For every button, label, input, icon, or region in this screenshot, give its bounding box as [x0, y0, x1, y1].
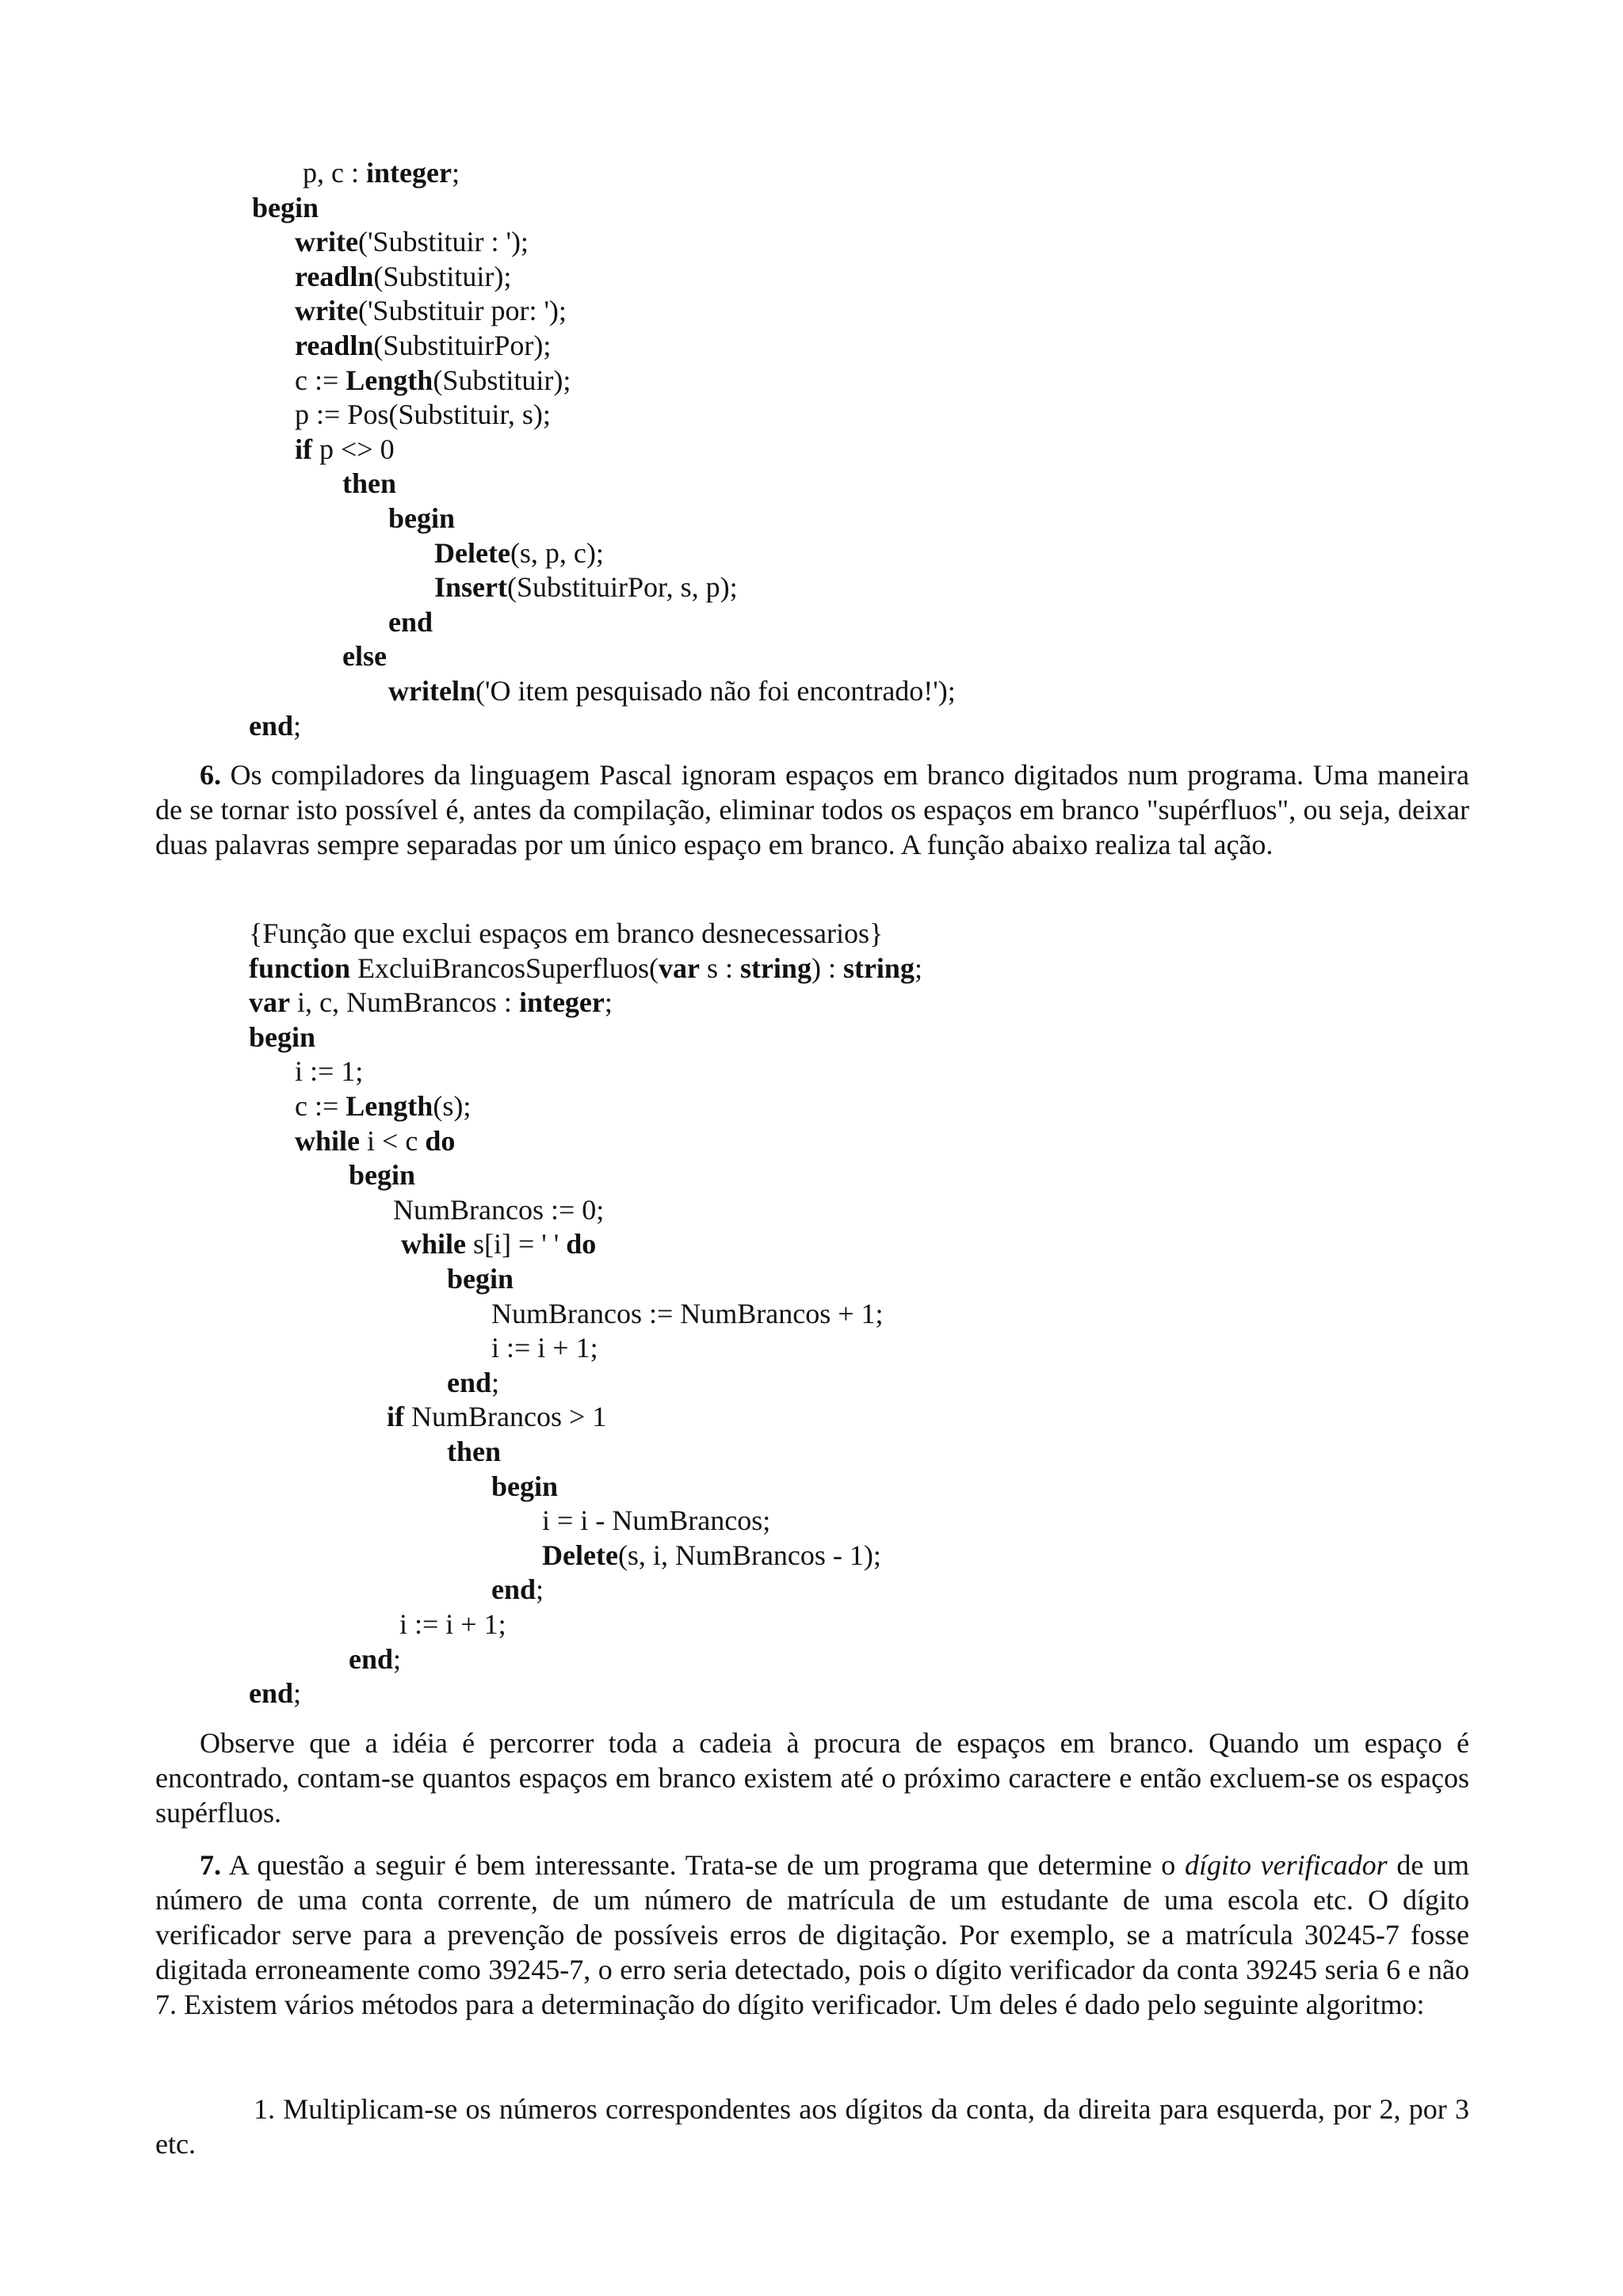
code-line: [434, 570, 738, 605]
code-keyword: string: [842, 952, 915, 984]
code-keyword: if: [295, 433, 312, 465]
item-number-7: 7.: [200, 1849, 221, 1881]
code-text: ;: [293, 1677, 302, 1710]
code-text: i := i + 1;: [491, 1332, 598, 1364]
code-line: [349, 1158, 415, 1192]
code-line: [295, 293, 567, 328]
code-keyword: integer: [518, 986, 605, 1019]
algorithm-step-1-text: 1. Multiplicam-se os números correspondentes aos dígitos da conta, da direita para esquerda, por 2, por 3 etc.: [155, 2093, 1469, 2160]
code-text: ;: [293, 709, 302, 742]
code-keyword: end: [249, 709, 294, 742]
code-line: [401, 1226, 596, 1261]
code-text: ;: [393, 1642, 402, 1675]
code-text: ;: [536, 1573, 544, 1606]
code-text: ;: [491, 1366, 500, 1398]
code-text: ('O item pesquisado não foi encontrado!');: [475, 675, 956, 707]
code-line: [249, 985, 613, 1020]
code-keyword: begin: [249, 1020, 316, 1053]
code-text: ;: [604, 986, 613, 1019]
paragraph-item-7: [155, 1848, 1469, 2022]
code-text: NumBrancos := NumBrancos + 1;: [491, 1297, 884, 1329]
code-keyword: begin: [349, 1159, 416, 1192]
code-line: [303, 155, 460, 190]
code-text: ('Substituir por: ');: [357, 295, 567, 327]
code-keyword: string: [739, 952, 812, 984]
code-keyword: readln: [295, 260, 374, 292]
paragraph-7-text-after: de um número de uma conta corrente, de um número de matrícula de um estudante de uma escola etc. O dígito verificador serve para a prevenção de possíveis erros de digitação. Por exemplo, se a matrícula 30245-7 fosse digitada erroneamente como 39245-7, o erro seria detectado, pois o dígito verificador da conta 39245 seria 6 e não 7. Existem vários métodos para a determinação do dígito verificador. Um deles é dado pelo seguinte algoritmo:: [155, 1849, 1469, 2020]
code-keyword: do: [425, 1124, 456, 1157]
code-text: ;: [451, 157, 460, 189]
code-text: c :=: [295, 1090, 346, 1122]
code-keyword: begin: [447, 1263, 514, 1295]
code-line: [295, 397, 551, 432]
code-keyword: then: [447, 1436, 502, 1467]
code-text: p := Pos(Substituir, s);: [295, 399, 551, 431]
code-line: [295, 328, 551, 363]
code-keyword: begin: [252, 191, 319, 223]
code-line: [249, 708, 301, 743]
code-keyword: Delete: [434, 536, 510, 569]
code-text: NumBrancos > 1: [404, 1401, 607, 1433]
code-keyword: while: [295, 1124, 361, 1157]
code-text: (SubstituirPor, s, p);: [507, 571, 738, 604]
code-text: (s);: [433, 1090, 472, 1122]
code-keyword: var: [658, 952, 700, 984]
code-line: [393, 1192, 604, 1227]
code-text: (SubstituirPor);: [373, 330, 552, 361]
code-keyword: begin: [491, 1470, 559, 1502]
code-keyword: end: [249, 1677, 294, 1710]
code-keyword: Insert: [434, 571, 507, 604]
code-line: [295, 1089, 471, 1123]
observe-text: Observe que a idéia é percorrer toda a cadeia à procura de espaços em branco. Quando um espaço é encontrado, contam-se quantos espaços em branco existem até o próximo caractere e então excluem-se os espaços supérfluos.: [155, 1727, 1469, 1829]
code-line: [491, 1330, 598, 1365]
code-line: [447, 1365, 499, 1400]
code-text: ('Substituir : ');: [357, 226, 529, 258]
code-line: [249, 951, 922, 986]
code-text: i < c: [360, 1124, 426, 1157]
code-text: ) :: [811, 952, 843, 984]
code-line: [249, 1676, 301, 1711]
code-line: [249, 916, 883, 951]
algorithm-step-1: [155, 2092, 1469, 2161]
code-line: [342, 466, 396, 501]
code-text: p, c :: [303, 157, 366, 189]
code-line: [388, 501, 455, 536]
code-keyword: var: [249, 986, 290, 1019]
paragraph-item-6: [155, 757, 1469, 862]
code-keyword: end: [447, 1366, 492, 1398]
code-line: [295, 432, 395, 467]
code-line: [434, 536, 604, 570]
code-keyword: end: [491, 1573, 537, 1606]
code-keyword: integer: [365, 157, 452, 189]
code-keyword: then: [342, 467, 397, 500]
code-line: [388, 605, 433, 639]
code-keyword: begin: [388, 502, 456, 534]
code-text: s[i] = ' ': [466, 1228, 567, 1261]
paragraph-observe: [155, 1726, 1469, 1830]
code-line: [447, 1261, 514, 1296]
code-keyword: if: [387, 1401, 404, 1433]
code-line: [542, 1538, 881, 1573]
code-text: (Substituir);: [433, 364, 571, 396]
code-line: [388, 673, 956, 708]
code-text: i := i + 1;: [399, 1608, 506, 1640]
paragraph-7-text-before: A questão a seguir é bem interessante. Trata-se de um programa que determine o: [221, 1849, 1185, 1881]
code-line: [295, 224, 529, 259]
code-text: i, c, NumBrancos :: [289, 986, 519, 1019]
code-text: (Substituir);: [373, 260, 512, 292]
code-line: [491, 1572, 544, 1607]
code-text: NumBrancos := 0;: [393, 1193, 605, 1226]
code-keyword: Length: [346, 1090, 433, 1122]
code-text: ;: [914, 952, 922, 984]
item-number-6: 6.: [200, 759, 221, 791]
code-line: [295, 1054, 363, 1089]
code-keyword: else: [342, 640, 387, 673]
code-line: [542, 1503, 770, 1538]
code-line: [491, 1469, 558, 1504]
code-text: (s, i, NumBrancos - 1);: [617, 1539, 881, 1571]
code-line: [252, 190, 319, 225]
code-text: {Função que exclui espaços em branco desnecessarios}: [249, 917, 884, 949]
paragraph-6-text: Os compiladores da linguagem Pascal ignoram espaços em branco digitados num programa. Uma maneira de se tornar isto possível é, antes da compilação, eliminar todos os espaços em branco "supérfluos", ou seja, deixar duas palavras sempre separadas por um único espaço em branco. A função abaixo realiza tal ação.: [155, 759, 1469, 860]
code-line: [349, 1642, 401, 1676]
code-text: i := 1;: [295, 1055, 364, 1088]
code-keyword: readln: [295, 330, 374, 361]
code-line: [387, 1399, 606, 1434]
code-line: [447, 1434, 501, 1469]
code-line: [399, 1607, 506, 1642]
code-keyword: function: [249, 952, 351, 984]
code-keyword: end: [349, 1642, 394, 1675]
code-keyword: end: [388, 605, 433, 638]
code-text: i = i - NumBrancos;: [542, 1505, 771, 1537]
code-line: [342, 639, 387, 673]
code-keyword: Delete: [542, 1539, 618, 1571]
code-line: [295, 259, 511, 294]
code-keyword: do: [566, 1228, 597, 1261]
code-line: [295, 363, 571, 398]
code-keyword: write: [295, 226, 358, 258]
code-keyword: writeln: [388, 675, 475, 707]
code-line: [249, 1020, 315, 1055]
code-text: ExcluiBrancosSuperfluos(: [350, 952, 659, 984]
code-keyword: write: [295, 295, 358, 327]
code-text: (s, p, c);: [510, 536, 604, 569]
code-text: c :=: [295, 364, 346, 396]
code-keyword: Length: [346, 364, 433, 396]
paragraph-7-italic-term: dígito verificador: [1184, 1849, 1388, 1881]
code-text: s :: [699, 952, 740, 984]
code-line: [491, 1296, 884, 1331]
code-line: [295, 1123, 455, 1158]
code-keyword: while: [401, 1228, 467, 1261]
code-text: p <> 0: [312, 433, 395, 465]
